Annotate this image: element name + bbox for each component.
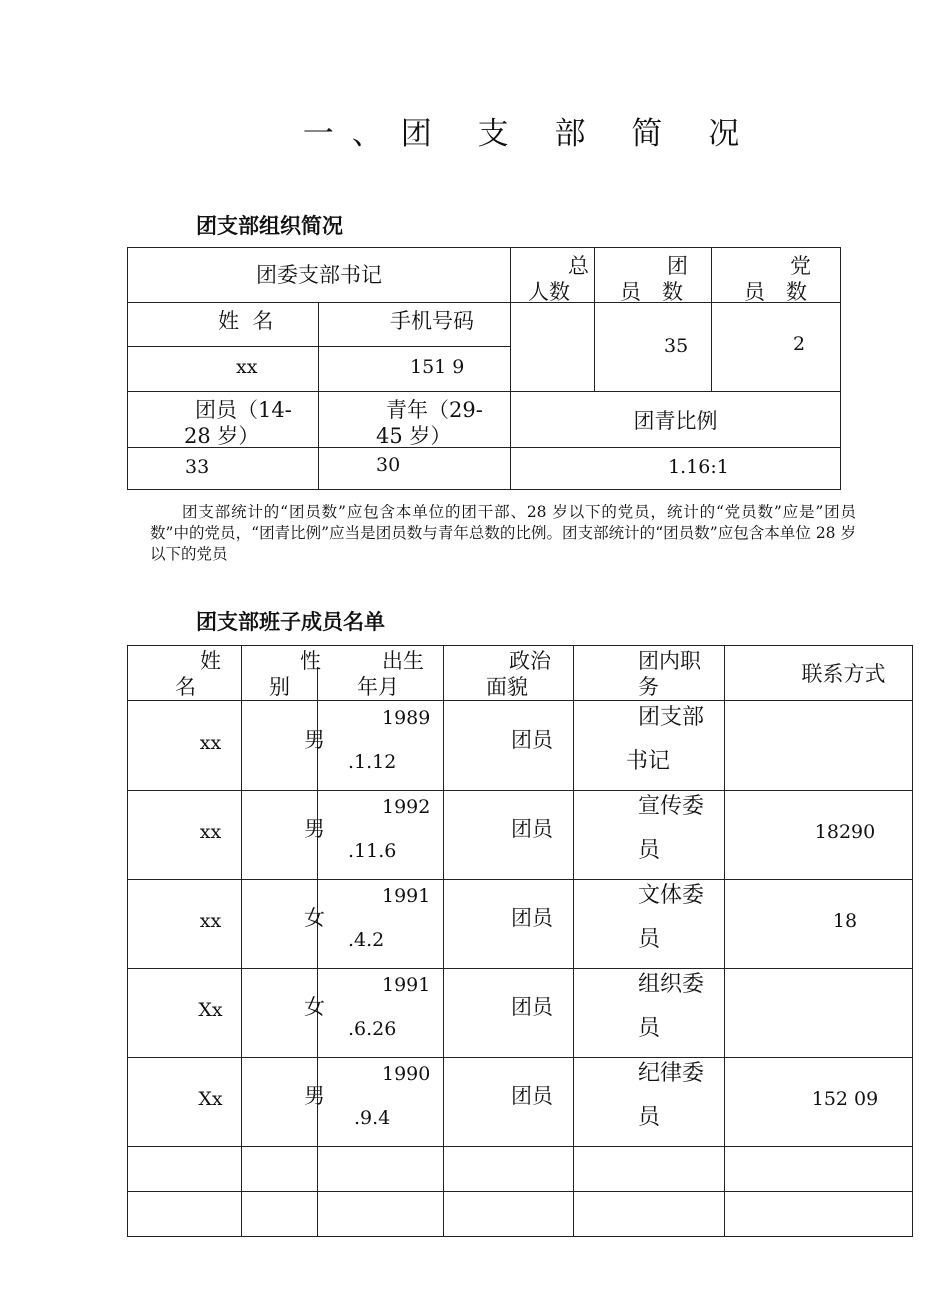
name-header: 姓 名 (218, 309, 274, 333)
gender-column-header-line1: 性 (300, 649, 321, 673)
member-political-status: 团员 (511, 995, 553, 1019)
secretary-phone-value: 151 9 (410, 356, 465, 378)
member-political-status: 团员 (511, 906, 553, 930)
member-birth-date: .4.2 (348, 929, 385, 951)
league-count-header-line1: 团 (667, 254, 688, 278)
secretary-header: 团委支部书记 (256, 263, 382, 287)
member-birth-year: 1989 (382, 707, 431, 729)
statistics-note: 团支部统计的“团员数”应包含本单位的团干部、28 岁以下的党员，统计的“党员数”应是”团员数”中的党员，“团青比例”应当是团员数与青年总数的比例。团支部统计的“团员数”应包含本单位 28 岁以下的党员 (150, 503, 856, 563)
member-position-line1: 组织委 (638, 972, 705, 997)
member-political-status: 团员 (511, 728, 553, 752)
party-count-header-line2: 员 数 (744, 280, 807, 304)
member-name: xx (199, 732, 222, 754)
member-name: xx (199, 910, 222, 932)
member-position-line2: 员 (638, 1105, 661, 1130)
member-birth-year: 1991 (382, 974, 431, 996)
birth-column-header-line1: 出生 (382, 649, 424, 673)
member-position-line1: 纪律委 (638, 1061, 705, 1086)
member-position-line2: 员 (638, 927, 661, 952)
member-birth-date: .1.12 (348, 751, 397, 773)
contact-column-header: 联系方式 (801, 662, 886, 686)
member-age-header-line1: 团员（14- (195, 398, 292, 422)
name-column-header-line2: 名 (175, 675, 196, 699)
member-position-line2: 书记 (626, 749, 671, 774)
league-count-value: 35 (664, 335, 689, 357)
total-header-line2: 人数 (528, 280, 570, 304)
political-column-header-line2: 面貌 (486, 675, 528, 699)
name-column-header-line1: 姓 (200, 649, 221, 673)
member-birth-year: 1990 (382, 1063, 431, 1085)
youth-age-value: 30 (376, 454, 401, 476)
member-birth-year: 1992 (382, 796, 431, 818)
ratio-header: 团青比例 (633, 409, 718, 433)
member-gender: 男 (304, 1084, 325, 1108)
member-contact: 152 09 (811, 1088, 879, 1110)
position-column-header-line1: 团内职 (638, 649, 701, 673)
member-political-status: 团员 (511, 817, 553, 841)
member-position-line1: 宣传委 (638, 794, 705, 819)
member-birth-year: 1991 (382, 885, 431, 907)
member-name: xx (199, 821, 222, 843)
member-contact: 18 (832, 910, 858, 932)
member-age-value: 33 (185, 456, 210, 478)
page-title: 一、团 支 部 简 况 (302, 116, 758, 152)
member-contact: 18290 (814, 821, 876, 843)
birth-column-header-line2: 年月 (357, 675, 399, 699)
member-birth-date: .6.26 (348, 1018, 397, 1040)
member-position-line1: 文体委 (638, 883, 705, 908)
position-column-header-line2: 务 (638, 675, 659, 699)
member-position-line2: 员 (638, 1016, 661, 1041)
secretary-name-value: xx (236, 356, 258, 378)
member-gender: 女 (304, 995, 325, 1019)
political-column-header-line1: 政治 (509, 649, 551, 673)
gender-column-header-line2: 别 (269, 675, 290, 699)
total-header-line1: 总 (568, 254, 589, 278)
member-birth-date: .9.4 (354, 1107, 391, 1129)
member-political-status: 团员 (511, 1084, 553, 1108)
member-gender: 男 (304, 817, 325, 841)
member-birth-date: .11.6 (348, 840, 397, 862)
section-heading-committee: 团支部班子成员名单 (196, 610, 385, 634)
member-position-line2: 员 (638, 838, 661, 863)
youth-age-header-line1: 青年（29- (386, 398, 483, 422)
member-name: Xx (198, 1088, 223, 1110)
member-gender: 男 (304, 728, 325, 752)
ratio-value: 1.16:1 (668, 456, 729, 478)
section-heading-organization: 团支部组织简况 (196, 214, 343, 238)
member-position-line1: 团支部 (638, 705, 705, 730)
phone-header: 手机号码 (390, 309, 474, 333)
party-count-header-line1: 党 (790, 254, 811, 278)
member-name: Xx (198, 999, 223, 1021)
youth-age-header-line2: 45 岁） (376, 424, 452, 448)
member-age-header-line2: 28 岁） (184, 424, 260, 448)
league-count-header-line2: 员 数 (620, 280, 683, 304)
member-gender: 女 (304, 906, 325, 930)
party-count-value: 2 (793, 333, 806, 355)
